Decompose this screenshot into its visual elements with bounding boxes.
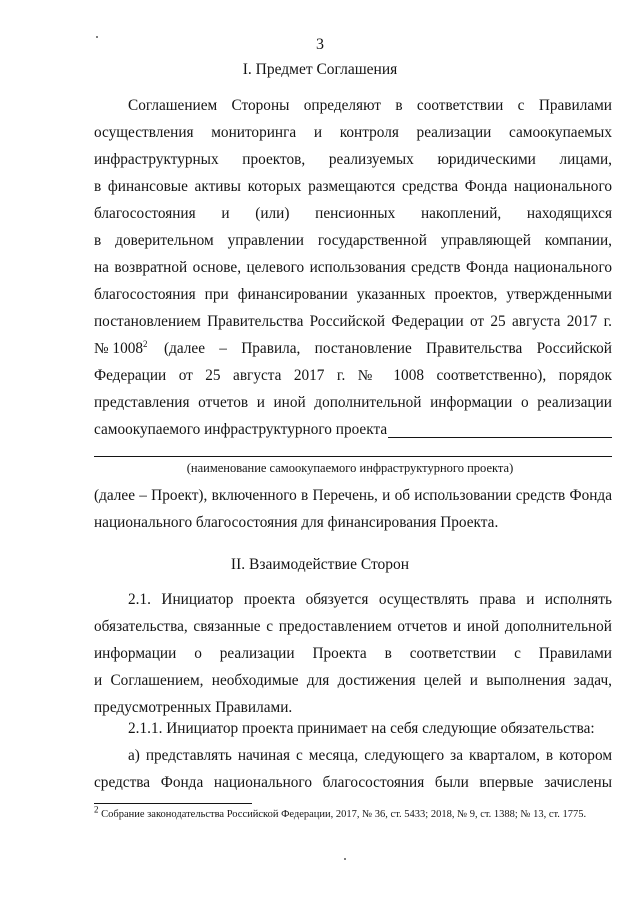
section-1-line: инфраструктурных проектов, реализуемых юридическими лицами, [94, 151, 612, 168]
section-1-line: представления отчетов и иной дополнительной информации о реализации [94, 394, 612, 411]
section-1-line: (далее – Правила, постановление Правительства Российской [164, 340, 612, 357]
section-1-line: в доверительном управлении государственной управляющей компании, [94, 232, 612, 249]
section-2-line: и Соглашением, необходимые для достижения целей и выполнения задач, [94, 672, 612, 689]
footnote-text: Собрание законодательства Российской Федерации, 2017, № 36, ст. 5433; 2018, № 9, ст. 1388; № 13, ст. 1775. [101, 809, 587, 820]
section-2-heading: II. Взаимодействие Сторон [230, 556, 410, 573]
project-name-blank-line [94, 456, 612, 457]
section-1-line: благосостояния при финансировании указанных проектов, утвержденными [94, 286, 612, 303]
footnote-reference: 2 [143, 338, 148, 349]
section-2-line: 2.1. Инициатор проекта обязуется осуществлять права и исполнять [128, 591, 612, 608]
section-1-line: в финансовые активы которых размещаются средства Фонда национального [94, 178, 612, 195]
section-2-line: обязательства, связанные с предоставлением отчетов и иной дополнительной [94, 618, 612, 635]
section-1-line: национального благосостояния для финансирования Проекта. [94, 514, 499, 531]
section-2-line: информации о реализации Проекта в соответствии с Правилами [94, 645, 612, 662]
section-1-line: благосостояния и (или) пенсионных накоплений, находящихся [94, 205, 612, 222]
section-1-line: Федерации от 25 августа 2017 г. № 1008 соответственно), порядок [94, 367, 612, 384]
footnote-separator [94, 803, 252, 804]
section-1-line: осуществления мониторинга и контроля реализации самоокупаемых [94, 124, 612, 141]
section-2-line: предусмотренных Правилами. [94, 699, 293, 716]
section-1-line: самоокупаемого инфраструктурного проекта [94, 421, 388, 438]
footnote-mark: 2 [94, 804, 99, 815]
section-1-line: на возвратной основе, целевого использования средств Фонда национального [94, 259, 612, 276]
section-1-line: (далее – Проект), включенного в Перечень, и об использовании средств Фонда [94, 487, 612, 504]
project-name-blank [388, 437, 612, 438]
section-2-line: 2.1.1. Инициатор проекта принимает на себя следующие обязательства: [128, 720, 595, 737]
project-name-caption: (наименование самоокупаемого инфраструктурного проекта) [186, 461, 514, 475]
scan-speck [344, 858, 346, 860]
section-1-line: Соглашением Стороны определяют в соответствии с Правилами [128, 97, 612, 114]
footnote [94, 804, 587, 820]
decree-number: № 1008 [94, 340, 144, 357]
section-2-line: а) представлять начиная с месяца, следующего за кварталом, в котором [128, 747, 612, 764]
section-1-line: постановлением Правительства Российской Федерации от 25 августа 2017 г. [94, 313, 612, 330]
section-1-heading: I. Предмет Соглашения [242, 61, 398, 78]
section-2-line: средства Фонда национального благосостояния были впервые зачислены [94, 774, 612, 791]
page-number: 3 [316, 36, 324, 53]
